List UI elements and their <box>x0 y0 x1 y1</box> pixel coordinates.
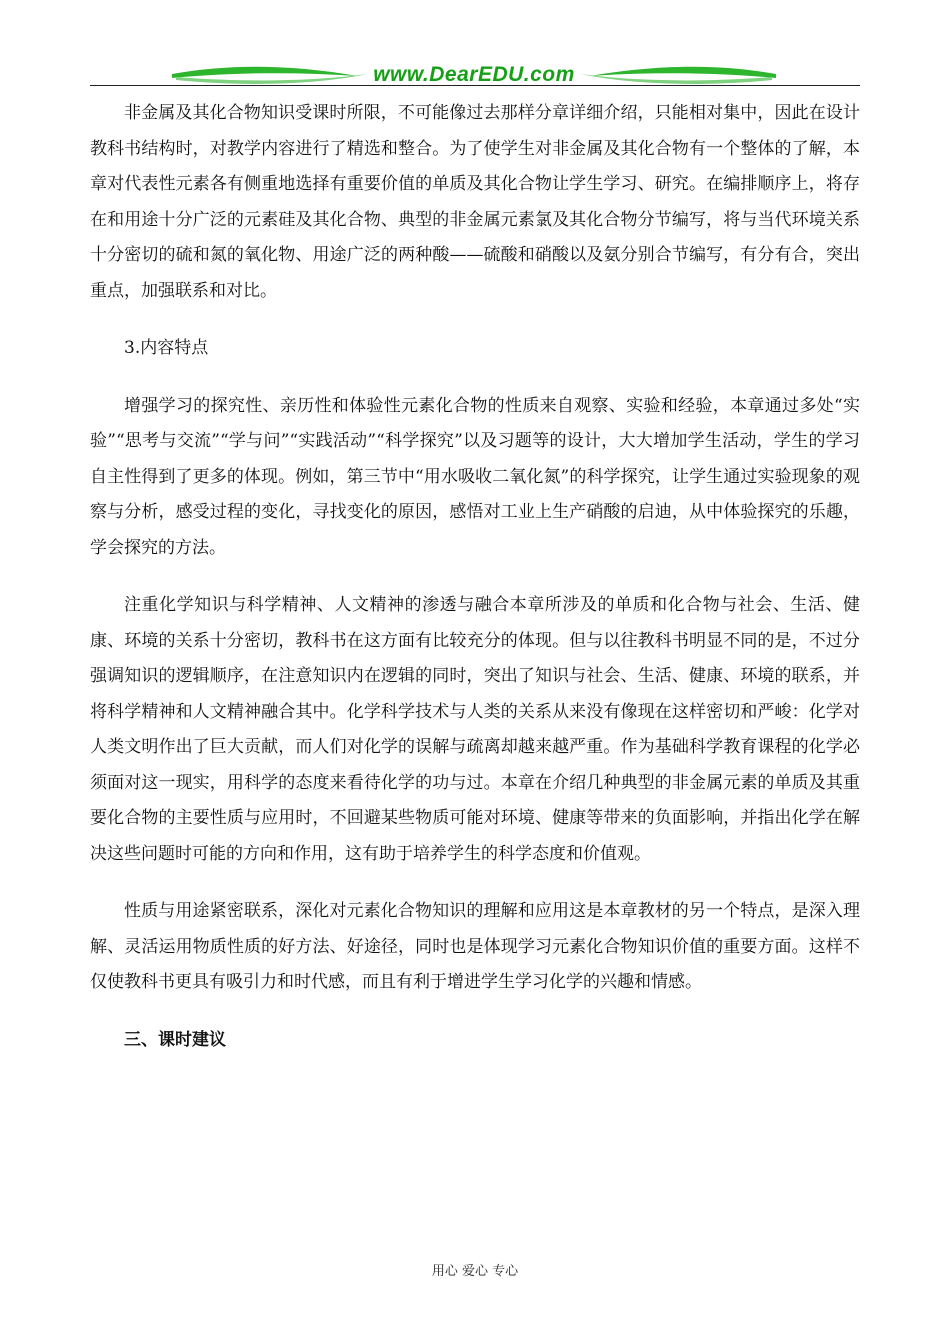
subheading-content-features: 3.内容特点 <box>124 338 209 358</box>
section-heading-lesson-plan: 三、课时建议 <box>124 1029 226 1050</box>
logo-text: www.DearEDU.com <box>373 63 575 86</box>
paragraph-structure: 非金属及其化合物知识受课时所限，不可能像过去那样分章详细介绍，只能相对集中，因此在设计教科书结构时，对教学内容进行了精选和整合。为了使学生对非金属及其化合物有一个整体的了解，本章对代表性元素各有侧重地选择有重要价值的单质及其化合物让学生学习、研究。在编排顺序上，将存在和用途十分广泛的元素硅及其化合物、典型的非金属元素氯及其化合物分节编写，将与当代环境关系十分密切的硫和氮的氧化物、用途广泛的两种酸——硫酸和硝酸以及氨分别合节编写，有分有合，突出重点，加强联系和对比。 <box>90 103 860 301</box>
paragraph-science-spirit: 注重化学知识与科学精神、人文精神的渗透与融合本章所涉及的单质和化合物与社会、生活、健康、环境的关系十分密切，教科书在这方面有比较充分的体现。但与以往教科书明显不同的是，不过分强调知识的逻辑顺序，在注意知识内在逻辑的同时，突出了知识与社会、生活、健康、环境的联系，并将科学精神和人文精神融合其中。化学科学技术与人类的关系从来没有像现在这样密切和严峻：化学对人类文明作出了巨大贡献，而人们对化学的误解与疏离却越来越严重。作为基础科学教育课程的化学必须面对这一现实，用科学的态度来看待化学的功与过。本章在介绍几种典型的非金属元素的单质及其重要化合物的主要性质与应用时，不回避某些物质可能对环境、健康等带来的负面影响，并指出化学在解决这些问题时可能的方向和作用，这有助于培养学生的科学态度和价值观。 <box>90 595 860 864</box>
paragraph-properties-uses: 性质与用途紧密联系，深化对元素化合物知识的理解和应用这是本章教材的另一个特点，是深入理解、灵活运用物质性质的好方法、好途径，同时也是体现学习元素化合物知识价值的重要方面。这样不仅使教科书更具有吸引力和时代感，而且有利于增进学生学习化学的兴趣和情感。 <box>90 901 860 992</box>
header-divider <box>90 85 860 86</box>
paragraph-inquiry: 增强学习的探究性、亲历性和体验性元素化合物的性质来自观察、实验和经验，本章通过多处“实验”“思考与交流”“学与问”“实践活动”“科学探究”以及习题等的设计，大大增加学生活动，学生的学习自主性得到了更多的体现。例如，第三节中“用水吸收二氧化氮”的科学探究，让学生通过实验现象的观察与分析，感受过程的变化，寻找变化的原因，感悟对工业上生产硝酸的启迪，从中体验探究的乐趣，学会探究的方法。 <box>90 395 860 558</box>
page-footer: 用心 爱心 专心 <box>431 1264 519 1279</box>
document-body <box>90 96 860 1058</box>
